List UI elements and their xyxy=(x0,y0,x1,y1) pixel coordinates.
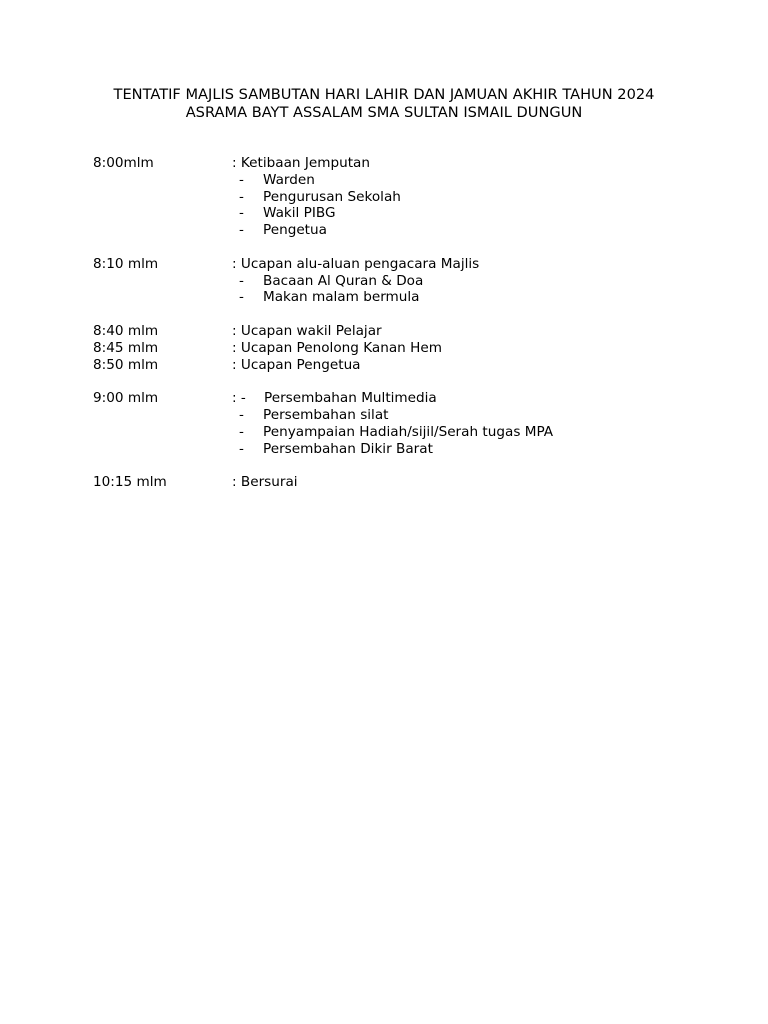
schedule-row xyxy=(93,390,693,407)
subitem-text: Warden xyxy=(263,171,315,188)
schedule-time: 8:40 mlm xyxy=(93,322,159,339)
subitem-text: Wakil PIBG xyxy=(263,205,336,222)
dash-bullet: - xyxy=(239,272,244,289)
schedule-subitem xyxy=(93,222,693,239)
dash-bullet: - xyxy=(239,440,244,457)
schedule-time: 8:50 mlm xyxy=(93,356,159,373)
schedule-time: 8:10 mlm xyxy=(93,255,159,272)
schedule-subitem xyxy=(93,289,693,306)
schedule-row xyxy=(93,323,693,340)
schedule-block-end xyxy=(93,474,693,491)
schedule-block-arrival xyxy=(93,155,693,239)
schedule-subitem xyxy=(93,424,693,441)
dash-bullet: - xyxy=(239,406,244,423)
subitem-text: Penyampaian Hadiah/sijil/Serah tugas MPA xyxy=(263,423,554,440)
schedule-row xyxy=(93,474,693,491)
dash-bullet: - xyxy=(239,423,244,440)
schedule-item: : Ucapan Penolong Kanan Hem xyxy=(232,339,442,356)
schedule-time: 8:45 mlm xyxy=(93,339,159,356)
schedule-row xyxy=(93,155,693,172)
schedule-item-prefix: : - xyxy=(232,390,246,407)
schedule-row xyxy=(93,340,693,357)
document-title xyxy=(0,86,768,122)
subitem-text: Pengurusan Sekolah xyxy=(263,188,401,205)
schedule-subitem xyxy=(93,205,693,222)
schedule-subitem xyxy=(93,189,693,206)
subitem-text: Pengetua xyxy=(263,222,327,239)
dash-bullet: - xyxy=(239,289,244,306)
dash-bullet: - xyxy=(239,171,244,188)
schedule-time: 8:00mlm xyxy=(93,155,154,171)
dash-bullet: - xyxy=(239,205,244,222)
schedule-item: : Ucapan Pengetua xyxy=(232,356,361,373)
schedule-item: : Ucapan alu-aluan pengacara Majlis xyxy=(232,255,480,272)
schedule-time: 9:00 mlm xyxy=(93,390,159,407)
schedule-subitem xyxy=(93,441,693,458)
subitem-text: Persembahan silat xyxy=(263,406,389,423)
schedule-item: : Ketibaan Jemputan xyxy=(232,155,370,171)
subitem-text: Persembahan Multimedia xyxy=(264,390,437,407)
subitem-text: Makan malam bermula xyxy=(263,289,420,306)
dash-bullet: - xyxy=(239,188,244,205)
subitem-text: Bacaan Al Quran & Doa xyxy=(263,272,424,289)
dash-bullet: - xyxy=(239,222,244,239)
subitem-text: Persembahan Dikir Barat xyxy=(263,440,433,457)
schedule-time: 10:15 mlm xyxy=(93,474,167,491)
schedule-row xyxy=(93,357,693,374)
schedule-subitem xyxy=(93,273,693,290)
schedule-block-welcome xyxy=(93,256,693,306)
schedule-block-speeches xyxy=(93,323,693,373)
title-line-2: ASRAMA BAYT ASSALAM SMA SULTAN ISMAIL DUNGUN xyxy=(185,104,583,121)
schedule-item: : Ucapan wakil Pelajar xyxy=(232,322,382,339)
schedule-subitem xyxy=(93,407,693,424)
schedule-item: : Bersurai xyxy=(232,474,298,491)
schedule xyxy=(93,155,693,508)
schedule-block-performances xyxy=(93,390,693,457)
schedule-row xyxy=(93,256,693,273)
title-line-1: TENTATIF MAJLIS SAMBUTAN HARI LAHIR DAN JAMUAN AKHIR TAHUN 2024 xyxy=(113,86,655,103)
schedule-subitem xyxy=(93,172,693,189)
